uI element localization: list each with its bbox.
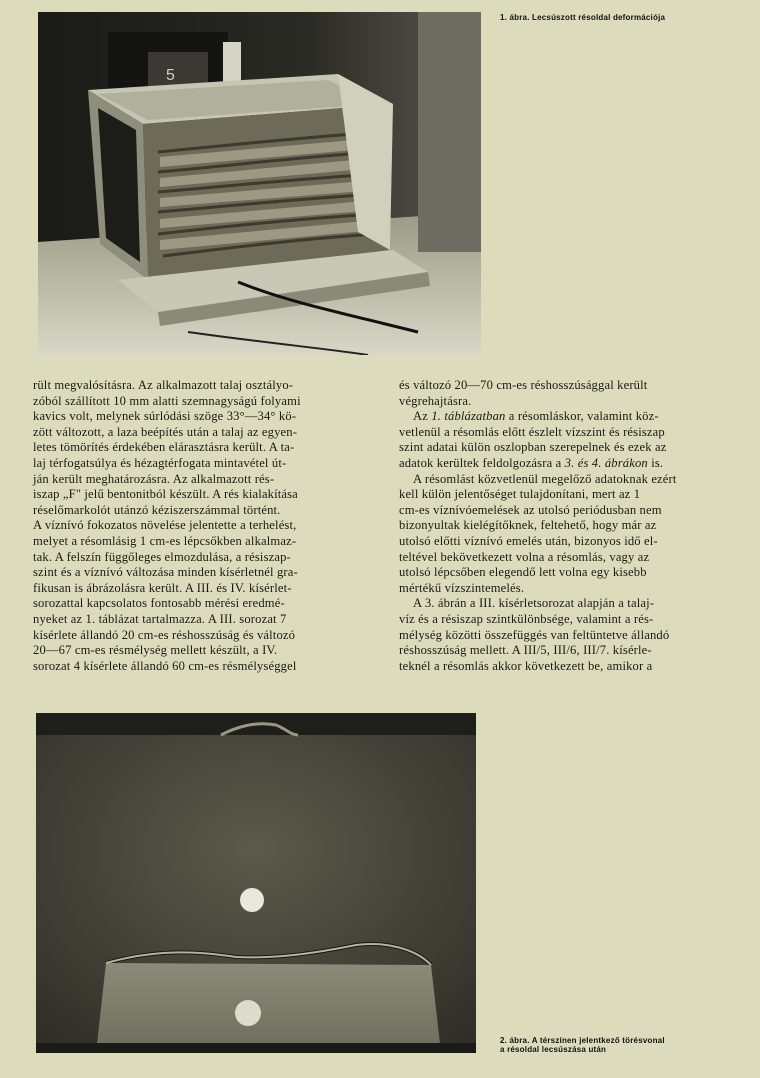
- figure-2-caption-line-2: a résoldal lecsúszása után: [500, 1045, 607, 1054]
- figure-reference: 3. és 4. ábrákon: [564, 455, 648, 470]
- text-line: réselőmarkolót utánzó kéziszerszámmal történt.: [33, 502, 281, 517]
- text-line: teknél a résomlás akkor következett be, amikor a: [399, 658, 653, 673]
- text-line: réshosszúság mellett. A III/5, III/6, III/7. kísérle-: [399, 643, 652, 658]
- figure-1-caption: 1. ábra. Lecsúszott résoldal deformációja: [500, 13, 666, 22]
- text-line: tak. A felszín függőleges elmozdulása, a résiszap-: [33, 549, 291, 564]
- text-line: szint adatai külön oszlopban szerepelnek és ezek az: [399, 440, 667, 455]
- text-line: Az 1. táblázatban a résomláskor, valamint köz-: [413, 409, 659, 424]
- text-line: adatok kerültek feldolgozásra a 3. és 4. ábrákon is.: [399, 455, 664, 470]
- paragraph: [399, 596, 753, 674]
- text-line: vetlenül a résomlás előtt észlelt vízszint és résiszap: [399, 424, 665, 439]
- text-line: laj térfogatsúlya és hézagtérfogata mintavétel út-: [33, 455, 287, 470]
- text-line: utolsó előtti víznívó emelés után, bizonyos idő el-: [399, 533, 658, 548]
- text-line: végrehajtásra.: [399, 393, 472, 408]
- text-line: rült megvalósításra. Az alkalmazott talaj osztályo-: [33, 378, 294, 392]
- text-line: sorozattal kapcsolatos fontosabb mérési eredmé-: [33, 596, 285, 611]
- text-line: A 3. ábrán a III. kísérletsorozat alapján a talaj-: [413, 596, 655, 611]
- text-line: bizonyultak kielégítőknek, feltehető, hogy már az: [399, 518, 657, 533]
- text-line: teltével bekövetkezett volna a résomlás, vagy az: [399, 549, 650, 564]
- text-line: kell külön jelentőséget tulajdonítani, mert az 1: [399, 487, 641, 502]
- text-line: melyet a résomlásig 1 cm-es lépcsőkben alkalmaz-: [33, 533, 297, 548]
- text-line: 20—67 cm-es résmélység mellett készült, a IV.: [33, 643, 278, 658]
- text-line: iszap „F" jelű bentonitból készült. A rés kialakítása: [33, 487, 298, 502]
- text-line: ján került meghatározásra. Az alkalmazott rés-: [33, 471, 275, 486]
- text-line: és változó 20—70 cm-es réshosszúsággal került: [399, 378, 648, 392]
- text-line: nyeket az 1. táblázat tartalmazza. A III. sorozat 7: [33, 611, 287, 626]
- figure-2-photo: [36, 713, 476, 1053]
- text-line: A résomlást közvetlenül megelőző adatoknak ezért: [413, 471, 677, 486]
- text-line: kísérlete állandó 20 cm-es réshosszúság és változó: [33, 627, 296, 642]
- text-line: A víznívó fokozatos növelése jelentette a terhelést,: [33, 518, 297, 533]
- right-column: [399, 378, 753, 674]
- figure-2-caption-line-1: 2. ábra. A térszínen jelentkező törésvonal: [500, 1036, 665, 1045]
- text-line: mélység közötti összefüggés van feltüntetve állandó: [399, 627, 670, 642]
- text-line: mértékű vízszintemelés.: [399, 580, 525, 595]
- figure-2-caption: [500, 1036, 750, 1054]
- table-reference: 1. táblázatban: [431, 409, 506, 424]
- text-line: zóból szállított 10 mm alatti szemnagyságú folyami: [33, 393, 301, 408]
- text-line: kavics volt, melynek súrlódási szöge 33°—34° kö-: [33, 409, 297, 424]
- text-line: utolsó lépcsőben elegendő lett volna egy kisebb: [399, 565, 647, 580]
- figure-1-photo: [38, 12, 481, 355]
- text-line: szint és a víznívó változása minden kísérletnél gra-: [33, 565, 298, 580]
- text-line: zött változott, a laza beépítés után a talaj az egyen-: [33, 424, 298, 439]
- paragraph: [399, 409, 753, 471]
- text-line: letes tömörítés érdekében elárasztásra került. A ta-: [33, 440, 295, 455]
- text-line: fikusan is ábrázolásra került. A III. és IV. kísérlet-: [33, 580, 292, 595]
- paragraph: [399, 378, 753, 409]
- text-line: víz és a résiszap szintkülönbsége, valamint a rés-: [399, 611, 654, 626]
- paragraph: [399, 472, 753, 597]
- text-line: cm-es víznívóemelések az utolsó periódusban nem: [399, 502, 662, 517]
- figure-1-marker: 5: [166, 67, 175, 84]
- text-line: sorozat 4 kísérlete állandó 60 cm-es résmélységgel: [33, 658, 297, 673]
- left-column: [33, 378, 360, 674]
